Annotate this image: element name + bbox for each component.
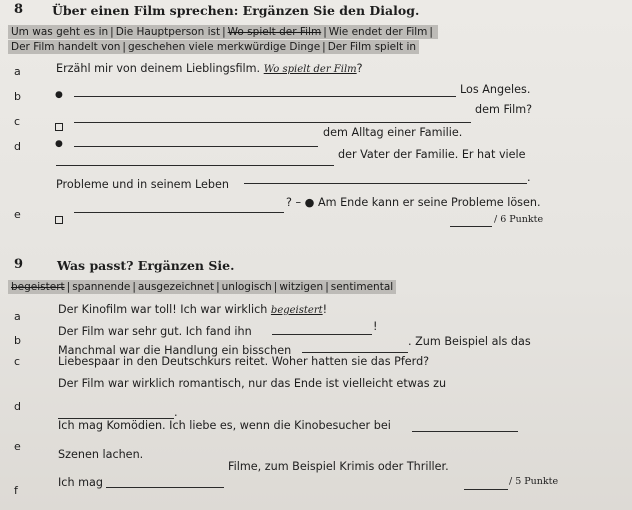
- word-chip: ausgezeichnet: [137, 281, 215, 293]
- word-chip: spannende: [72, 281, 131, 293]
- handwritten-answer: begeistert: [270, 305, 323, 316]
- blank-line[interactable]: [56, 165, 334, 166]
- item-text: dem Film?: [475, 103, 533, 116]
- item-letter: c: [14, 115, 21, 128]
- word-chip: unlogisch: [221, 281, 272, 293]
- punct: .: [174, 406, 178, 419]
- word-chip-used: begeistert: [11, 281, 65, 293]
- speaker-square-icon: [55, 209, 63, 228]
- item-text: Erzähl mir von deinem Lieblingsfilm.: [56, 62, 261, 75]
- score-blank[interactable]: [464, 489, 508, 490]
- item-text: Der Film war wirklich romantisch, nur das Ende ist vielleicht etwas zu: [58, 377, 447, 390]
- punct: ? – ●: [286, 196, 315, 209]
- item-letter: a: [14, 65, 21, 78]
- item-letter: f: [14, 484, 18, 497]
- score-blank[interactable]: [450, 226, 492, 227]
- item-text: Ich mag Komödien. Ich liebe es, wenn die Kinobesucher bei: [58, 419, 391, 432]
- item-letter: e: [14, 208, 21, 221]
- exercise-8-title: Über einen Film sprechen: Ergänzen Sie den Dialog.: [52, 3, 420, 18]
- blank-line[interactable]: [74, 122, 471, 123]
- blank-line[interactable]: [244, 183, 527, 184]
- blank-line[interactable]: [412, 431, 518, 432]
- item-text: Am Ende kann er seine Probleme lösen.: [317, 196, 541, 209]
- word-box-8-line1: Um was geht es in | Die Hauptperson ist | Wo spielt der Film | Wie endet der Film |: [8, 25, 438, 39]
- blank-line[interactable]: [74, 96, 456, 97]
- item-text: . Zum Beispiel als das: [408, 335, 531, 348]
- item-text: Ich mag: [58, 476, 103, 489]
- exercise-9-number: 9: [14, 257, 24, 272]
- blank-line[interactable]: [302, 352, 408, 353]
- phrase-chip: Der Film spielt in: [327, 41, 417, 53]
- phrase-chip: geschehen viele merkwürdige Dinge: [127, 41, 321, 53]
- item-letter: d: [14, 140, 21, 153]
- score-label: / 6 Punkte: [494, 214, 544, 225]
- item-text: Manchmal war die Handlung ein bisschen: [58, 344, 292, 357]
- exercise-8-number: 8: [14, 2, 24, 17]
- exercise-9-title: Was passt? Ergänzen Sie.: [57, 258, 235, 273]
- word-chip: witzigen: [279, 281, 324, 293]
- phrase-chip: Der Film handelt von: [11, 41, 121, 53]
- score-label: / 5 Punkte: [509, 476, 559, 487]
- punct: !: [322, 303, 328, 316]
- item-text: dem Alltag einer Familie.: [323, 126, 463, 139]
- ex8-item-a: [56, 62, 363, 75]
- punct: !: [373, 320, 378, 333]
- item-text: Filme, zum Beispiel Krimis oder Thriller.: [228, 460, 449, 473]
- item-letter: e: [14, 440, 21, 453]
- word-chip: sentimental: [330, 281, 394, 293]
- item-letter: b: [14, 334, 21, 347]
- ex9-item-a: [58, 303, 327, 316]
- punct: ?: [356, 62, 363, 75]
- word-box-9: begeistert | spannende | ausgezeichnet | unlogisch | witzigen | sentimental: [8, 280, 396, 294]
- blank-line[interactable]: [106, 487, 224, 488]
- item-letter: b: [14, 90, 21, 103]
- speaker-dot-icon: ●: [55, 139, 63, 149]
- phrase-chip: Wie endet der Film: [328, 26, 428, 38]
- ex8-item-e: [286, 196, 541, 209]
- item-text: der Vater der Familie. Er hat viele: [338, 148, 526, 161]
- handwritten-answer: Wo spielt der Film: [263, 64, 357, 75]
- blank-line[interactable]: [272, 334, 372, 335]
- speaker-dot-icon: ●: [55, 90, 63, 100]
- item-text: Szenen lachen.: [58, 448, 144, 461]
- item-letter: c: [14, 355, 21, 368]
- item-text: Der Film war sehr gut. Ich fand ihn: [58, 325, 252, 338]
- item-text: Der Kinofilm war toll! Ich war wirklich: [58, 303, 268, 316]
- speaker-square-icon: [55, 116, 63, 135]
- word-box-8-line2: Der Film handelt von | geschehen viele merkwürdige Dinge | Der Film spielt in: [8, 40, 419, 54]
- punct: .: [527, 171, 531, 184]
- item-text: Probleme und in seinem Leben: [56, 178, 230, 191]
- item-text: Los Angeles.: [460, 83, 531, 96]
- item-letter: d: [14, 400, 21, 413]
- item-text: Liebespaar in den Deutschkurs reitet. Woher hatten sie das Pferd?: [58, 355, 430, 368]
- blank-line[interactable]: [74, 212, 284, 213]
- phrase-chip: Um was geht es in: [11, 26, 109, 38]
- phrase-chip: Die Hauptperson ist: [115, 26, 221, 38]
- item-letter: a: [14, 310, 21, 323]
- phrase-chip-used: Wo spielt der Film: [227, 26, 322, 38]
- blank-line[interactable]: [74, 146, 318, 147]
